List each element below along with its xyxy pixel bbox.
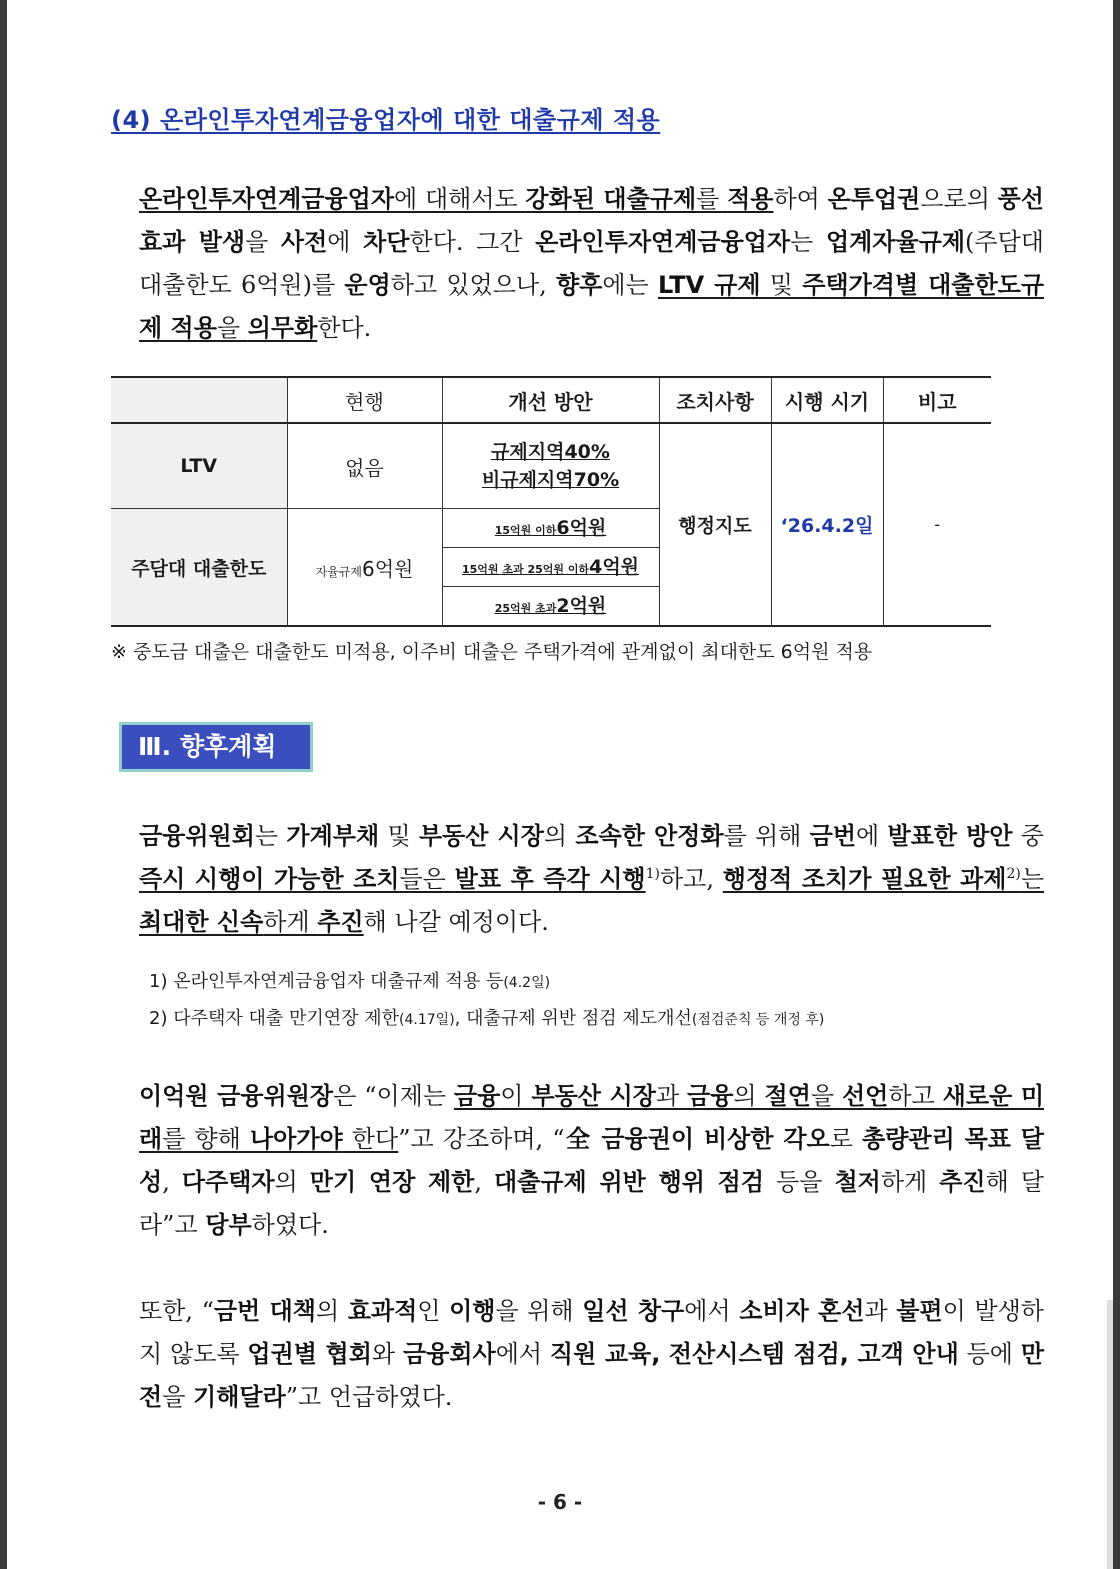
- text-span: 기해달라: [193, 1383, 286, 1411]
- text-span: 온라인투자연계금융업자: [139, 185, 395, 213]
- text-span: LTV 규제: [657, 271, 761, 299]
- text-span: 을: [810, 1082, 842, 1110]
- text-span: 철저: [834, 1168, 881, 1196]
- footnotes: [149, 964, 824, 1038]
- text-span: 절연: [764, 1082, 811, 1110]
- text-span: 해 나갈 예정이다.: [363, 908, 549, 936]
- table-note: ※ 중도금 대출은 대출한도 미적용, 이주비 대출은 주택가격에 관계없이 최대한도 6억원 적용: [111, 641, 873, 663]
- row-label-ltv: LTV: [111, 423, 287, 509]
- text-span: 등에: [958, 1340, 1021, 1368]
- footnote-text: , 대출규제 위반 점검 제도개선: [454, 1008, 692, 1029]
- footnote-note: (점검준칙 등 개정 후): [691, 1012, 825, 1028]
- text-span: 효과적: [347, 1297, 418, 1325]
- text-span: 풍선효과 발생: [139, 185, 1044, 256]
- text-span: 금융위원회: [139, 822, 255, 850]
- text-span: 발표한 방안: [887, 822, 1013, 850]
- text-span: 로: [829, 1125, 863, 1153]
- subheading: (4) 온라인투자연계금융업자에 대한 대출규제 적용: [111, 106, 661, 134]
- text-span: 는: [254, 822, 287, 850]
- text-span: 한다. 그간: [409, 228, 536, 256]
- text-span: 한다: [342, 1125, 399, 1153]
- text-span: 금번 대책: [213, 1297, 316, 1325]
- table-row-ltv: [111, 423, 991, 509]
- text-span: 소비자 혼선: [739, 1297, 865, 1325]
- text-span: 사전: [280, 228, 328, 256]
- text-span: 이: [500, 1082, 532, 1110]
- text-span: 이억원 금융위원장: [139, 1082, 334, 1110]
- text-span: 불편: [896, 1297, 943, 1325]
- text-span: 및: [379, 822, 419, 850]
- tier-condition: 25억원 초과: [494, 602, 557, 615]
- text-span: 만기 연장 제한: [309, 1168, 475, 1196]
- text-span: 행정적 조치가 필요한 과제: [722, 865, 1007, 893]
- page-number: - 6 -: [537, 1490, 583, 1514]
- text-span: 하여: [773, 185, 828, 213]
- text-span: 하게: [263, 908, 318, 936]
- text-span: (주담대 대출한도 6억원)를: [139, 228, 1044, 299]
- text-span: 당부: [205, 1211, 252, 1239]
- text-span: 최대한 신속: [139, 908, 264, 936]
- paragraph-loan-regulation: [111, 178, 1044, 350]
- document-page: [7, 0, 1113, 1569]
- text-span: 을: [216, 314, 248, 342]
- text-span: 차단: [363, 228, 410, 256]
- header-cell-date: 시행 시기: [771, 377, 883, 423]
- text-span: 의무화: [247, 314, 318, 342]
- text-span: 을: [162, 1383, 194, 1411]
- text-span: 운영: [344, 271, 391, 299]
- text-span: 금융: [687, 1082, 734, 1110]
- row-label-loan-limit: 주담대 대출한도: [111, 509, 287, 627]
- remark-cell: -: [883, 423, 991, 626]
- text-span: 에서: [495, 1340, 550, 1368]
- page-edge-shadow: [1107, 1300, 1113, 1569]
- text-span: 인: [417, 1297, 450, 1325]
- text-span: 향후: [555, 271, 603, 299]
- text-span: 새로운 미래: [139, 1082, 1045, 1153]
- regulation-table: [111, 376, 991, 627]
- date-cell: ‘26.4.2일: [771, 423, 883, 626]
- text-span: 추진: [939, 1168, 986, 1196]
- paragraph-future-plan: [111, 815, 1044, 944]
- footnote-1: [149, 964, 824, 1001]
- footnote-text: 2) 다주택자 대출 만기연장 제한: [149, 1008, 400, 1029]
- text-span: 금번: [809, 822, 857, 850]
- text-span: 및: [760, 271, 803, 299]
- text-span: 적용: [727, 185, 774, 213]
- text-span: 이 발생하지 않도록: [139, 1297, 1044, 1368]
- text-span: 을 위해: [495, 1297, 583, 1325]
- text-span: 의: [315, 1297, 348, 1325]
- text-span: 선언: [841, 1082, 889, 1110]
- text-span: 를 위해: [723, 822, 810, 850]
- text-span: 직원 교육, 전산시스템 점검, 고객 안내: [549, 1340, 959, 1368]
- footnote-text: 1) 온라인투자연계금융업자 대출규제 적용 등: [149, 971, 504, 992]
- text-span: 업권별 협회: [247, 1340, 372, 1368]
- loan-limit-current-value: 6억원: [362, 556, 414, 581]
- text-span: 의: [733, 1082, 765, 1110]
- tier-condition: 15억원 이하: [494, 524, 557, 537]
- tier-list: [443, 509, 659, 625]
- text-span: 온라인투자연계금융업자: [535, 228, 791, 256]
- text-span: ”고 언급하였다.: [285, 1383, 453, 1411]
- text-span: 업계자율규제: [825, 228, 966, 256]
- text-span: ”고 강조하며, “: [398, 1125, 565, 1153]
- footnote-date: (4.17일): [399, 1012, 455, 1028]
- text-span: 하게: [880, 1168, 940, 1196]
- text-span: 나아가야: [249, 1125, 343, 1153]
- header-cell-action: 조치사항: [659, 377, 771, 423]
- text-span: 을: [245, 228, 281, 256]
- ltv-current: 없음: [287, 423, 442, 509]
- text-span: 조속한 안정화: [575, 822, 724, 850]
- text-span: 에서: [684, 1297, 740, 1325]
- tier-value: 4억원: [589, 556, 640, 578]
- text-span: 등을: [764, 1168, 835, 1196]
- text-span: 부동산 시장: [418, 822, 544, 850]
- text-span: 에: [327, 228, 364, 256]
- loan-limit-current: [287, 509, 442, 627]
- text-span: 의: [543, 822, 576, 850]
- text-span: 다주택자: [181, 1168, 275, 1196]
- text-span: 에는: [602, 271, 658, 299]
- ltv-plan-nonregulated: 비규제지역70%: [481, 469, 620, 491]
- tier-value: 6억원: [556, 517, 607, 539]
- text-span: 한다.: [317, 314, 372, 342]
- loan-limit-plan: [442, 509, 659, 627]
- text-span: 대출규제 위반 행위 점검: [494, 1168, 765, 1196]
- text-span: 추진: [317, 908, 364, 936]
- text-span: 를: [696, 185, 728, 213]
- ltv-plan: [442, 423, 659, 509]
- text-span: 하였다.: [251, 1211, 329, 1239]
- text-span: ,: [162, 1168, 182, 1196]
- text-span: 과: [864, 1297, 897, 1325]
- text-span: 주택가격별 대출한도규제 적용: [139, 271, 1044, 342]
- section-title: Ⅲ. 향후계획: [119, 722, 313, 772]
- text-span: 와: [371, 1340, 403, 1368]
- footnote-date: (4.2일): [503, 975, 551, 991]
- text-span: 해 달라”고: [139, 1168, 1044, 1239]
- text-span: 또한, “: [139, 1297, 214, 1325]
- text-span: 으로의: [920, 185, 998, 213]
- text-span: 강화된 대출규제: [525, 185, 697, 213]
- text-span: 중: [1012, 822, 1044, 850]
- text-span: ,: [474, 1168, 494, 1196]
- text-span: 만전: [139, 1340, 1044, 1411]
- header-cell-empty: [111, 377, 287, 423]
- footnote-ref: 2): [1006, 866, 1021, 882]
- ltv-plan-regulated: 규제지역40%: [491, 441, 610, 463]
- text-span: 은 “이제는: [333, 1082, 454, 1110]
- text-span: 에 대해서도: [394, 185, 526, 213]
- text-span: 는: [790, 228, 826, 256]
- tier-value: 2억원: [556, 595, 607, 617]
- header-cell-remark: 비고: [883, 377, 991, 423]
- tier-condition: 15억원 초과 25억원 이하: [461, 563, 590, 576]
- text-span: 하고: [888, 1082, 943, 1110]
- text-span: 총량관리 목표 달성: [139, 1125, 1044, 1196]
- text-span: 즉시 시행이 가능한 조치: [139, 865, 400, 893]
- action-cell: 행정지도: [659, 423, 771, 626]
- text-span: 는: [1020, 865, 1044, 893]
- text-span: 금융: [453, 1082, 501, 1110]
- table-header-row: [111, 377, 991, 423]
- text-span: 에: [856, 822, 888, 850]
- text-span: 부동산 시장: [531, 1082, 656, 1110]
- paragraph-additional-remark: [111, 1290, 1044, 1419]
- text-span: 의: [274, 1168, 310, 1196]
- text-span: 들은: [399, 865, 455, 893]
- text-span: 가계부채: [286, 822, 380, 850]
- paragraph-chairman-quote: [111, 1075, 1044, 1247]
- loan-limit-current-prefix: 자율규제: [315, 564, 362, 579]
- tier-item: [443, 548, 659, 587]
- text-span: 금융회사: [402, 1340, 496, 1368]
- text-span: 하고 있었으나,: [390, 271, 556, 299]
- text-span: 일선 창구: [582, 1297, 685, 1325]
- text-span: 발표 후 즉각 시행: [454, 865, 646, 893]
- text-span: 하고,: [659, 865, 723, 893]
- tier-item: [443, 587, 659, 625]
- text-span: 과: [655, 1082, 688, 1110]
- footnote-2: [149, 1001, 824, 1038]
- footnote-ref: 1): [645, 866, 660, 882]
- text-span: 를 향해: [162, 1125, 250, 1153]
- tier-item: [443, 509, 659, 548]
- header-cell-current: 현행: [287, 377, 442, 423]
- header-cell-plan: 개선 방안: [442, 377, 659, 423]
- text-span: 온투업권: [827, 185, 921, 213]
- text-span: 全 금융권이 비상한 각오: [564, 1125, 830, 1153]
- text-span: 이행: [449, 1297, 496, 1325]
